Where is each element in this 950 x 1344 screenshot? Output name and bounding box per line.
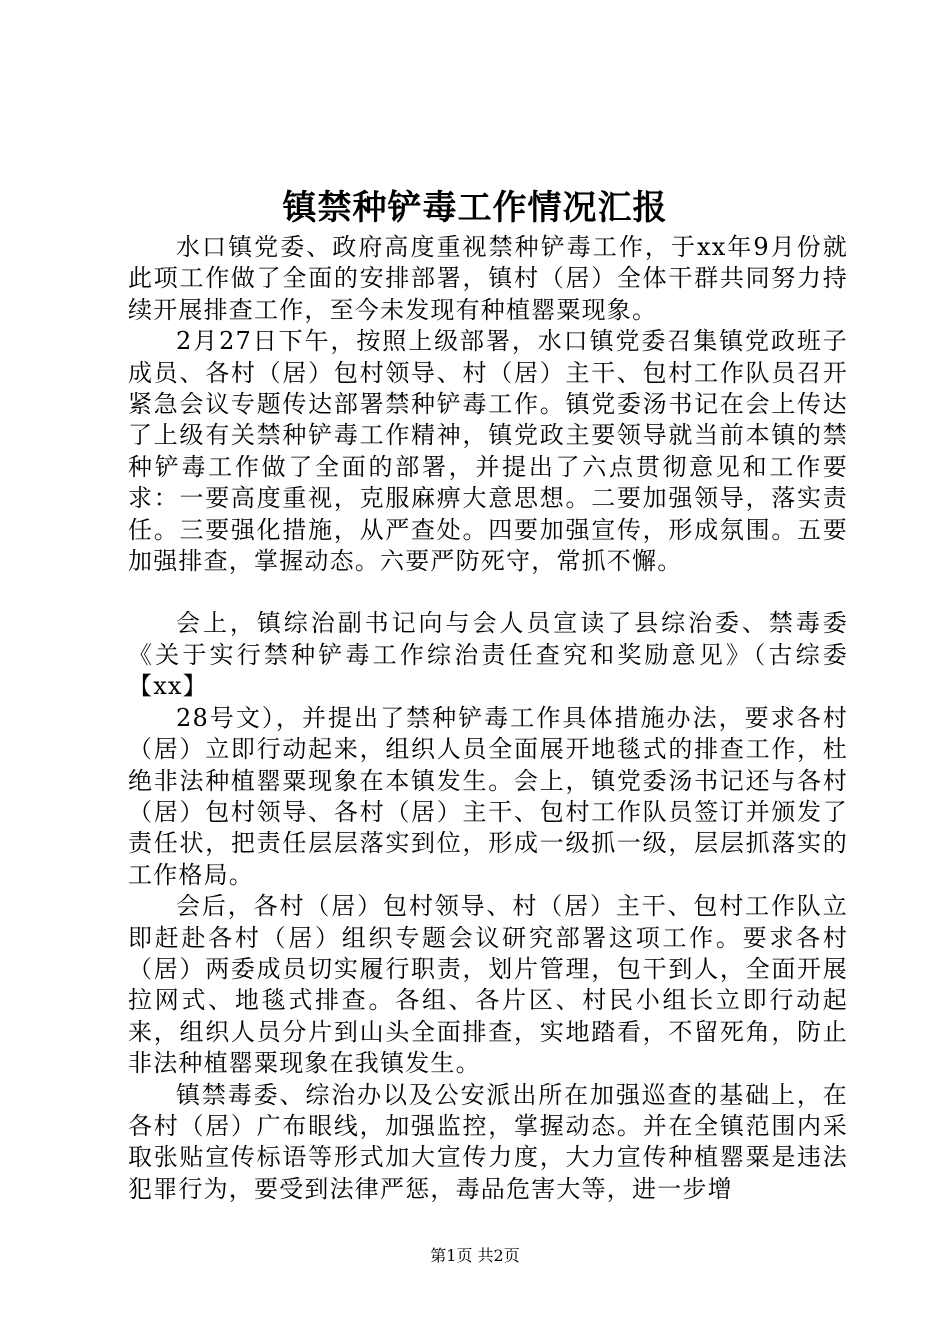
document-title: 镇禁种铲毒工作情况汇报: [282, 188, 668, 228]
paragraph-gap: [128, 577, 848, 608]
paragraph-4: 28号文），并提出了禁种铲毒工作具体措施办法，要求各村（居）立即行动起来，组织人员全面展开地毯式的排查工作，杜绝非法种植罂粟现象在本镇发生。会上，镇党委汤书记还与各村（居）包村领导、各村（居）主干、包村工作队员签订并颁发了责任状，把责任层层落实到位，形成一级抓一级，层层抓落实的工作格局。: [128, 703, 848, 889]
page-footer: 第1页 共2页: [430, 1246, 520, 1265]
paragraph-1: 水口镇党委、政府高度重视禁种铲毒工作，于xx年9月份就此项工作做了全面的安排部署，镇村（居）全体干群共同努力持续开展排查工作，至今未发现有种植罂粟现象。: [128, 233, 848, 324]
paragraph-2: 2月27日下午，按照上级部署，水口镇党委召集镇党政班子成员、各村（居）包村领导、村（居）主干、包村工作队员召开紧急会议专题传达部署禁种铲毒工作。镇党委汤书记在会上传达了上级有关禁种铲毒工作精神，镇党政主要领导就当前本镇的禁种铲毒工作做了全面的部署，并提出了六点贯彻意见和工作要求：一要高度重视，克服麻痹大意思想。二要加强领导，落实责任。三要强化措施，从严查处。四要加强宣传，形成氛围。五要加强排查，掌握动态。六要严防死守，常抓不懈。: [128, 327, 848, 576]
document-body: [128, 232, 848, 1205]
paragraph-5: 会后，各村（居）包村领导、村（居）主干、包村工作队立即赶赴各村（居）组织专题会议研究部署这项工作。要求各村（居）两委成员切实履行职责，划片管理，包干到人，全面开展拉网式、地毯式排查。各组、各片区、村民小组长立即行动起来，组织人员分片到山头全面排查，实地踏看，不留死角，防止非法种植罂粟现象在我镇发生。: [128, 892, 848, 1078]
paragraph-6: 镇禁毒委、综治办以及公安派出所在加强巡查的基础上，在各村（居）广布眼线，加强监控，掌握动态。并在全镇范围内采取张贴宣传标语等形式加大宣传力度，大力宣传种植罂粟是违法犯罪行为，要受到法律严惩，毒品危害大等，进一步增: [128, 1080, 848, 1203]
paragraph-3: 会上，镇综治副书记向与会人员宣读了县综治委、禁毒委《关于实行禁种铲毒工作综治责任查究和奖励意见》（古综委【xx】: [128, 609, 848, 701]
